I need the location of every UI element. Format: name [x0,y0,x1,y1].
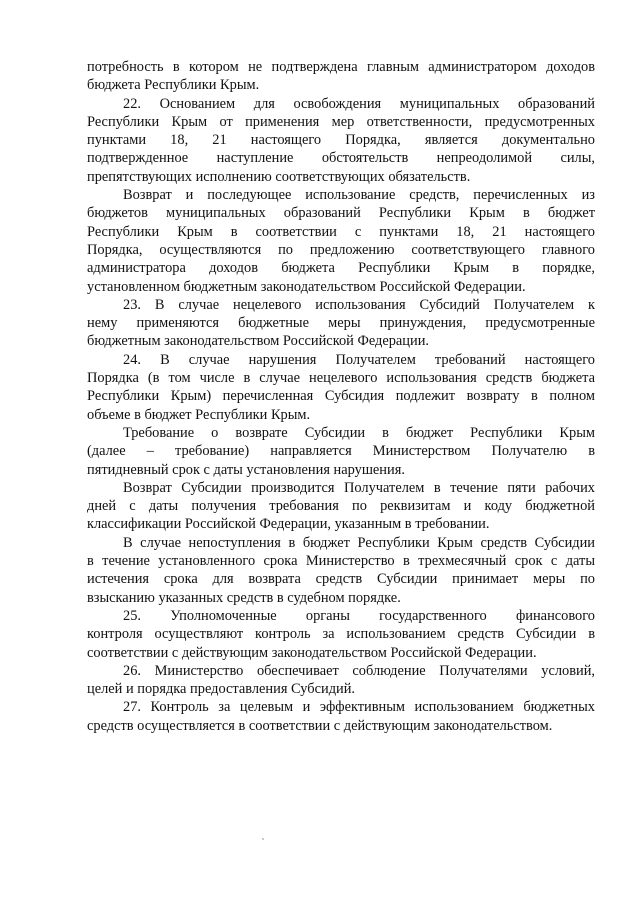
text-line: 25. Уполномоченные органы государственного финансового [123,607,595,624]
text-line: Возврат Субсидии производится Получателем в течение пяти рабочих [123,479,595,496]
text-line: 26. Министерство обеспечивает соблюдение Получателями условий, [123,662,595,679]
text-line: контроля осуществляют контроль за использованием средств Субсидии в [87,626,595,643]
text-line: 27. Контроль за целевым и эффективным использованием бюджетных [123,699,595,716]
paragraph-return [87,186,595,296]
text-line: бюджетным законодательством Российской Федерации. [87,333,430,350]
text-line: бюджета Республики Крым. [87,77,260,94]
text-line: в течение установленного срока Министерство в трехмесячный срок с даты [87,553,595,570]
paragraph-22 [87,95,595,186]
text-line: Порядка, осуществляются по предложению соответствующего главного [87,241,595,258]
text-line: Республики Крым) перечисленная Субсидия подлежит возврату в полном [87,388,595,405]
document-body [87,58,595,735]
text-line: объеме в бюджет Республики Крым. [87,406,311,423]
text-line: нему применяются бюджетные меры принуждения, предусмотренные [87,315,595,332]
text-line: 23. В случае нецелевого использования Субсидий Получателем к [123,296,595,313]
paragraph-refund [87,479,595,534]
text-line: (далее – требование) направляется Министерством Получателю в [87,443,595,460]
text-line: Возврат и последующее использование средств, перечисленных из [123,187,595,204]
paragraph-23 [87,296,595,351]
text-line: дней с даты получения требования по реквизитам и коду бюджетной [87,498,595,515]
paragraph-requirement [87,424,595,479]
text-line: Требование о возврате Субсидии в бюджет Республики Крым [123,424,595,441]
text-line: потребность в котором не подтверждена главным администратором доходов [87,59,595,75]
text-line: В случае непоступления в бюджет Республики Крым средств Субсидии [123,534,595,551]
paragraph-27 [87,698,595,735]
text-line: бюджетов муниципальных образований Республики Крым в бюджет [87,205,595,222]
text-line: взысканию указанных средств в судебном порядке. [87,589,401,606]
text-line: пятидневный срок с даты установления нарушения. [87,461,405,478]
scan-speck [262,838,264,840]
paragraph-recovery [87,534,595,607]
text-line: Республики Крым в соответствии с пунктами 18, 21 настоящего [87,223,595,240]
text-line: классификации Российской Федерации, указанным в требовании. [87,516,490,533]
text-line: препятствующих исполнению соответствующих обязательств. [87,168,471,185]
text-line: средств осуществляется в соответствии с действующим законодательством. [87,717,553,734]
text-line: установленном бюджетным законодательством Российской Федерации. [87,278,526,295]
text-line: администратора доходов бюджета Республики Крым в порядке, [87,260,595,277]
text-line: истечения срока для возврата средств Субсидии принимает меры по [87,571,595,588]
text-line: Порядка (в том числе в случае нецелевого использования средств бюджета [87,370,595,387]
text-line: 24. В случае нарушения Получателем требований настоящего [123,351,595,368]
text-line: пунктами 18, 21 настоящего Порядка, является документально [87,132,595,149]
paragraph-continuation [87,58,595,95]
paragraph-26 [87,662,595,699]
text-line: целей и порядка предоставления Субсидий. [87,681,356,698]
text-line: подтвержденное наступление обстоятельств непреодолимой силы, [87,150,595,167]
text-line: 22. Основанием для освобождения муниципальных образований [123,95,595,112]
paragraph-25 [87,607,595,662]
text-line: соответствии с действующим законодательством Российской Федерации. [87,644,537,661]
paragraph-24 [87,351,595,424]
text-line: Республики Крым от применения мер ответственности, предусмотренных [87,113,595,130]
